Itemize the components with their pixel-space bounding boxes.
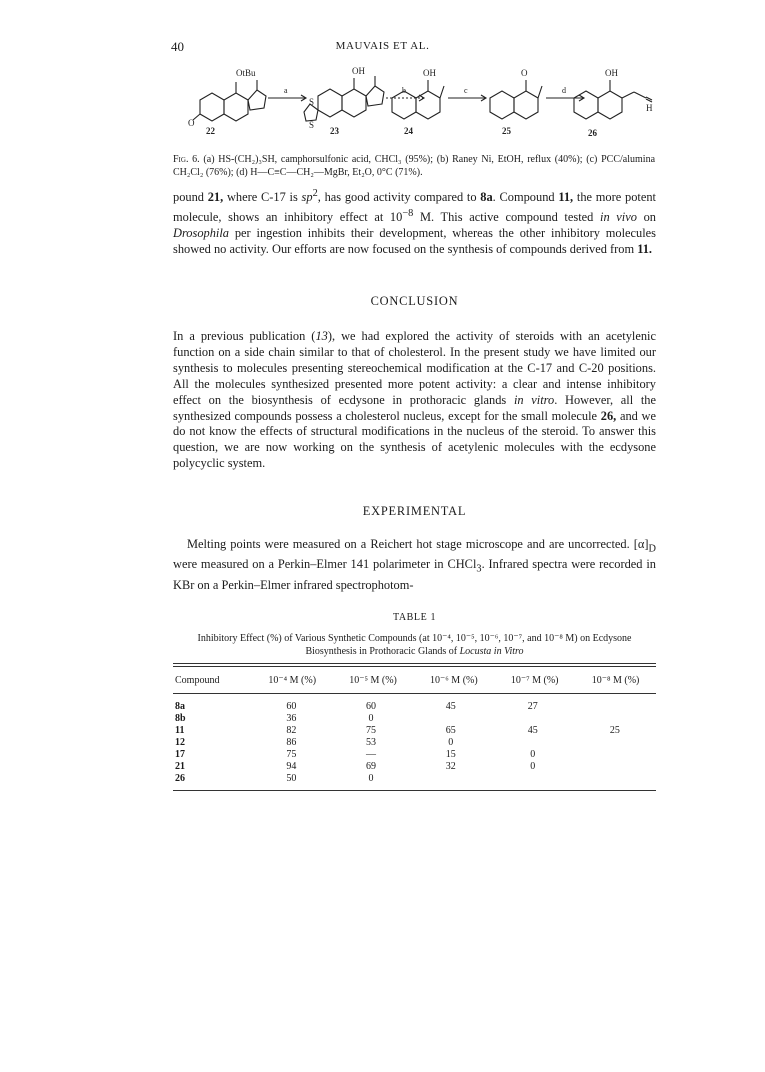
table-header-row — [173, 667, 656, 693]
table-row: 8b 36 0 — [175, 713, 374, 724]
structure-22 — [193, 80, 266, 121]
compound-number-22: 22 — [206, 126, 215, 136]
page-number: 40 — [171, 39, 184, 54]
compound-number-24: 24 — [404, 126, 413, 136]
column-header: 10⁻⁸ M (%) — [591, 675, 640, 686]
figure-caption-text: (a) HS-(CH₂)₃SH, camphorsulfonic acid, CHCl₃ (95%); (b) Raney Ni, EtOH, reflux (40%); (c) PCC/alumina CH₂Cl₂ (76%); (d) H—C≡C—CH₂—MgBr, Et₂O, 0°C (71%). — [173, 154, 656, 178]
substituent-o-25: O — [521, 68, 528, 78]
substituent-oh-26: OH — [605, 68, 618, 78]
substituent-o-22: O — [188, 118, 195, 128]
table-row: 8a 60 60 45 27 — [175, 701, 538, 712]
substituent-oh-23: OH — [352, 66, 365, 76]
figure-label: Fig. 6. — [173, 154, 200, 165]
experimental-heading: EXPERIMENTAL — [362, 504, 467, 518]
column-header: 10⁻⁶ M (%) — [430, 675, 478, 686]
compound-number-23: 23 — [330, 126, 339, 136]
substituent-oh-24: OH — [423, 68, 436, 78]
table-row: 12 86 53 0 — [175, 737, 454, 748]
body-paragraph-3: Melting points were measured on a Reichert hot stage microscope and are uncorrected. $[\alpha]_D$ were measured on a Perkin–Elmer 141 polarimeter in CHCl$_3$. Infrared spectra were recorded in KBr on a Perkin–Elmer infrared spectrophotom- — [173, 537, 656, 592]
figure-caption — [173, 153, 655, 179]
structure-25 — [490, 80, 542, 119]
inhibitory-effect-table — [173, 663, 656, 791]
page-header — [0, 39, 765, 57]
substituent-s-upper: S — [309, 97, 315, 107]
table-row: 11 82 75 65 45 25 — [175, 725, 620, 736]
structure-23 — [304, 76, 384, 121]
table-bottom-rule — [173, 790, 656, 791]
structure-26 — [574, 80, 652, 119]
table-caption: Inhibitory Effect (%) of Various Synthetic Compounds (at 10⁻⁴, 10⁻⁵, 10⁻⁶, 10⁻⁷, and 10⁻⁸ M) on Ecdysone Biosynthesis in Prothoracic Glands of Locusta in Vitro — [197, 633, 632, 657]
reagent-label-a: a — [284, 86, 288, 95]
body-paragraph-2: In a previous publication (13), we had explored the activity of steroids with an acetylenic function on a side chain similar to that of cholesterol. In the present study we have limited our synthesis to molecules presenting stereochemical modification at the C-17 and C-20 positions. All the molecules synthesized presented more potent activity: a clear and intense inhibitory effect on the biosynthesis of ecdysone in prothoracic glands in vitro. However, all the synthesized compounds possess a cholesterol nucleus, except for the small molecule 26, and we do not know the effects of structural modifications in the nucleus of the steroid. To answer this question, we are now working on the synthesis of acetylenic molecules with the ecdysone polycyclic system. — [173, 329, 656, 471]
reaction-scheme — [186, 60, 656, 150]
table-row: 26 50 0 — [175, 773, 374, 784]
reagent-label-d: d — [562, 86, 566, 95]
body-paragraph-1: pound 21, where C-17 is $sp^2$, has good activity compared to 8a. Compound 11, the more potent molecule, shows an inhibitory effect at $10^{-8}$ M. This active compound tested in vivo on Drosophila per ingestion inhibits their development, whereas the other inhibitory molecules showed no activity. Our efforts are now focused on the synthesis of compounds derived from 11. — [173, 188, 656, 256]
reagent-label-c: c — [464, 86, 468, 95]
column-header: 10⁻⁵ M (%) — [349, 675, 397, 686]
column-header: 10⁻⁴ M (%) — [268, 675, 317, 686]
compound-number-26: 26 — [588, 128, 597, 138]
running-head: MAUVAIS ET AL. — [335, 40, 430, 52]
column-header: Compound — [175, 675, 220, 686]
substituent-otbu: OtBu — [236, 68, 256, 78]
table-row: 17 75 — 15 0 — [175, 749, 536, 760]
column-header: 10⁻⁷ M (%) — [510, 675, 559, 686]
table-title: TABLE 1 — [392, 612, 437, 623]
reagent-label-b: b — [402, 86, 406, 95]
table-row: 21 94 69 32 0 — [175, 761, 536, 772]
compound-number-25: 25 — [502, 126, 511, 136]
substituent-h: H — [646, 103, 653, 113]
conclusion-heading: CONCLUSION — [370, 294, 459, 308]
structure-24 — [392, 80, 444, 119]
substituent-s-lower: S — [309, 120, 315, 130]
